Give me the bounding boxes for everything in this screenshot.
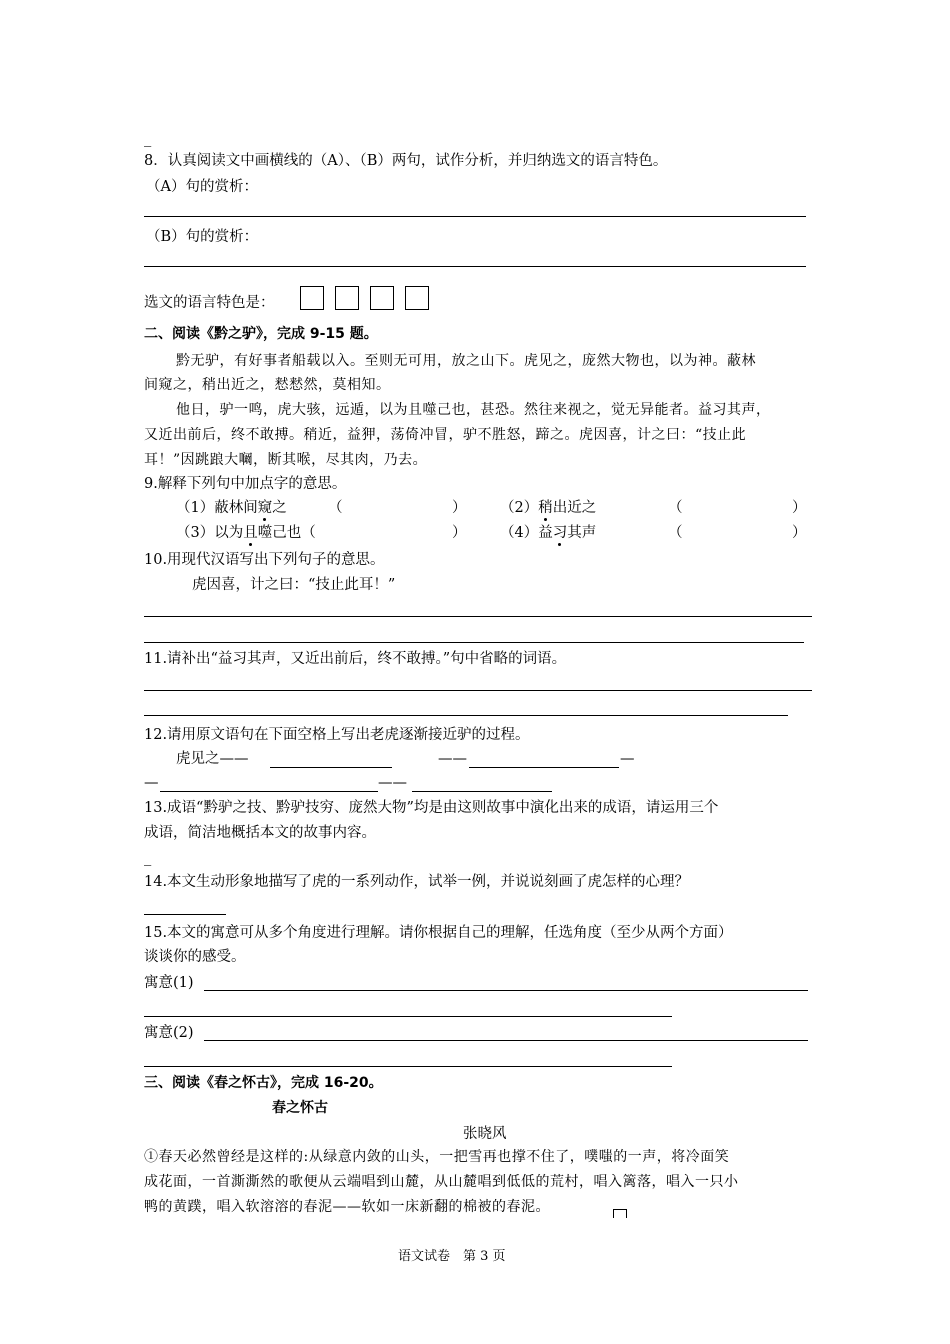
answer-line-14[interactable]: [144, 914, 226, 915]
answer-line-12c[interactable]: [160, 791, 378, 792]
passage-line: 成花面，一首澌澌然的歌便从云端唱到山麓，从山麓唱到低低的荒村，唱入篱落，唱入一只小: [144, 1174, 739, 1190]
question-14-prompt: 14.本文生动形象地描写了虎的一系列动作，试举一例，并说说刻画了虎怎样的心理？: [144, 874, 690, 890]
paragraph-mark-icon: [613, 1209, 627, 1218]
dash: —: [144, 775, 159, 791]
section-3-heading: 三、阅读《春之怀古》，完成 16-20。: [144, 1075, 383, 1091]
dash: —: [620, 751, 635, 767]
answer-line-15a[interactable]: [204, 990, 808, 991]
answer-line-10a[interactable]: [144, 616, 812, 617]
question-9-prompt: 9.解释下列句中加点字的意思。: [144, 476, 347, 492]
answer-line-8a[interactable]: [144, 216, 806, 217]
passage-line: 黔无驴，有好事者船载以入。至则无可用，放之山下。虎见之，庞然大物也，以为神。蔽林: [176, 353, 756, 369]
stray-mark: _: [144, 850, 152, 866]
question-8-b-label: （B）句的赏析：: [146, 229, 259, 245]
answer-line-11a[interactable]: [144, 690, 812, 691]
passage-line: 耳！”因跳踉大㘎，断其喉，尽其肉，乃去。: [144, 452, 428, 468]
answer-line-12d[interactable]: [412, 791, 552, 792]
question-13-prompt-cont: 成语，简洁地概括本文的故事内容。: [144, 825, 376, 841]
answer-line-12b[interactable]: [469, 767, 619, 768]
answer-box-4[interactable]: [405, 286, 429, 310]
blank-open: （: [328, 500, 343, 516]
passage-line: 间窥之，稍出近之，慭慭然，莫相知。: [144, 377, 391, 393]
question-9-item-3: （3）以为且噬己也（: [176, 525, 316, 541]
answer-line-12a[interactable]: [270, 767, 392, 768]
answer-line-15c[interactable]: [204, 1040, 808, 1041]
blank-close: ）: [452, 500, 467, 516]
answer-line-15b[interactable]: [144, 1016, 672, 1017]
page-footer: 语文试卷 第 3 页: [398, 1249, 506, 1264]
blank-close: ）: [792, 500, 807, 516]
dash: ——: [378, 775, 407, 791]
section-2-heading: 二、阅读《黔之驴》，完成 9-15 题。: [144, 326, 378, 342]
question-8-feature-label: 选文的语言特色是：: [144, 295, 275, 311]
question-8-a-label: （A）句的赏析：: [146, 179, 258, 195]
answer-line-10b[interactable]: [144, 642, 804, 643]
passage-line: ①春天必然曾经是这样的:从绿意内敛的山头，一把雪再也撑不住了，噗嗤的一声，将冷面笑: [144, 1149, 730, 1165]
essay-title: 春之怀古: [272, 1100, 328, 1116]
passage-line: 他日，驴一鸣，虎大骇，远遁，以为且噬己也，甚恐。然往来视之，觉无异能者。益习其声，: [176, 402, 771, 418]
meaning-2-label: 寓意(2): [144, 1025, 194, 1041]
meaning-1-label: 寓意(1): [144, 975, 194, 991]
question-11-prompt: 11.请补出“益习其声，又近出前后，终不敢搏。”句中省略的词语。: [144, 651, 567, 667]
question-9-item-1: （1）蔽林间窥之: [176, 500, 287, 516]
question-10-prompt: 10.用现代汉语写出下列句子的意思。: [144, 552, 385, 568]
question-10-quote: 虎因喜，计之曰：“技止此耳！”: [192, 577, 396, 593]
question-12-start: 虎见之——: [176, 751, 249, 767]
blank-open: （: [668, 525, 683, 541]
blank-close: ）: [792, 525, 807, 541]
question-8-prompt: 8．认真阅读文中画横线的（A）、（B）两句，试作分析，并归纳选文的语言特色。: [144, 153, 668, 169]
answer-box-1[interactable]: [300, 286, 324, 310]
question-15-prompt-cont: 谈谈你的感受。: [144, 949, 246, 965]
answer-line-11b[interactable]: [144, 715, 788, 716]
question-13-prompt: 13.成语“黔驴之技、黔驴技穷、庞然大物”均是由这则故事中演化出来的成语，请运用三个: [144, 800, 719, 816]
essay-author: 张晓风: [463, 1126, 507, 1142]
blank-close: ）: [452, 525, 467, 541]
answer-line-15d[interactable]: [144, 1066, 672, 1067]
answer-line-8b[interactable]: [144, 266, 806, 267]
question-9-item-4: （4）益习其声: [500, 525, 597, 541]
passage-line: 鸭的黄蹼，唱入软溶溶的春泥——软如一床新翻的棉被的春泥。: [144, 1199, 550, 1215]
blank-open: （: [668, 500, 683, 516]
answer-box-3[interactable]: [370, 286, 394, 310]
answer-box-2[interactable]: [335, 286, 359, 310]
question-9-item-2: （2）稍出近之: [500, 500, 597, 516]
passage-line: 又近出前后，终不敢搏。稍近，益狎，荡倚冲冒，驴不胜怒，蹄之。虎因喜，计之曰：“技止此: [144, 427, 747, 443]
dash: ——: [438, 751, 467, 767]
question-12-prompt: 12.请用原文语句在下面空格上写出老虎逐渐接近驴的过程。: [144, 727, 530, 743]
stray-mark: _: [144, 131, 152, 147]
question-15-prompt: 15.本文的寓意可从多个角度进行理解。请你根据自己的理解，任选角度（至少从两个方面）: [144, 925, 733, 941]
